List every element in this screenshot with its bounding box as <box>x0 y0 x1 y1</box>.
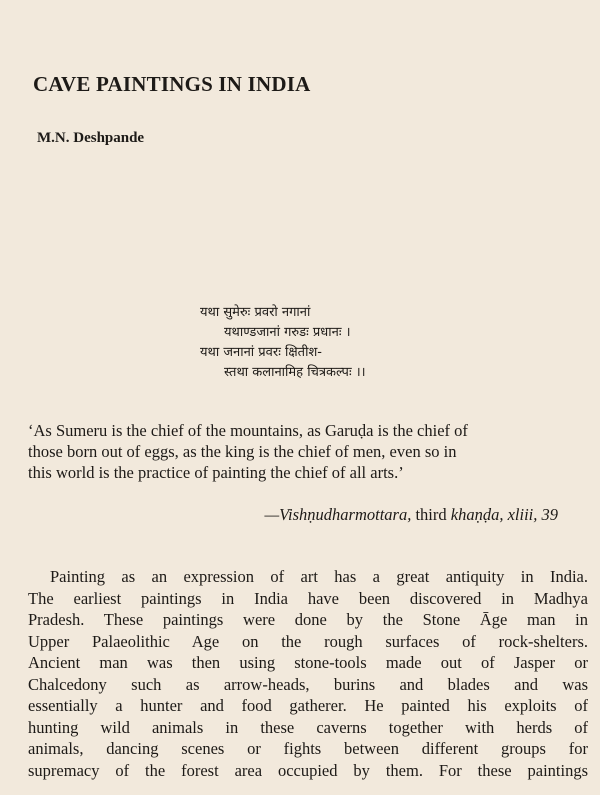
verse-line: यथाण्डजानां गरुडः प्रधानः । <box>224 325 351 340</box>
body-line: Painting as an expression of art has a great antiquity in India. <box>50 567 588 586</box>
translation-line: this world is the practice of painting the chief of all arts.’ <box>28 463 404 482</box>
body-line: The earliest paintings in India have been discovered in Madhya <box>28 588 588 608</box>
attribution-third: third <box>411 505 451 524</box>
body-line: Upper Palaeolithic Age on the rough surfaces of rock-shelters. <box>28 631 588 651</box>
verse-line: स्तथा कलानामिह चित्रकल्पः ।। <box>224 365 366 380</box>
body-line: essentially a hunter and food gatherer. He painted his exploits of <box>28 696 588 715</box>
sanskrit-verse <box>200 303 366 383</box>
author-name: M.N. Deshpande <box>37 130 145 146</box>
verse-line: यथा जनानां प्रवरः क्षितीश- <box>200 345 322 360</box>
body-line: supremacy of the forest area occupied by them. For these paintings <box>28 760 588 780</box>
body-line: Pradesh. These paintings were done by the Stone Āge man in <box>28 610 588 629</box>
body-line: Chalcedony such as arrow-heads, burins and blades and was <box>28 674 588 694</box>
attribution-khanda: khaṇḍa, xliii, 39 <box>450 505 558 524</box>
chapter-title: CAVE PAINTINGS IN INDIA <box>33 72 311 96</box>
body-line: hunting wild animals in these caverns together with herds of <box>28 717 588 737</box>
attribution-work: —Vishṇudharmottara, <box>264 505 412 524</box>
verse-line: यथा सुमेरुः प्रवरो नगानां <box>200 305 311 320</box>
translation-line: those born out of eggs, as the king is the chief of men, even so in <box>28 442 457 461</box>
body-line: animals, dancing scenes or fights between different groups for <box>28 739 588 758</box>
verse-translation <box>28 420 588 483</box>
body-line: Ancient man was then using stone-tools made out of Jasper or <box>28 653 588 672</box>
translation-line: ‘As Sumeru is the chief of the mountains, as Garuḍa is the chief of <box>28 421 468 440</box>
verse-attribution <box>228 505 558 525</box>
body-paragraph <box>28 566 588 781</box>
